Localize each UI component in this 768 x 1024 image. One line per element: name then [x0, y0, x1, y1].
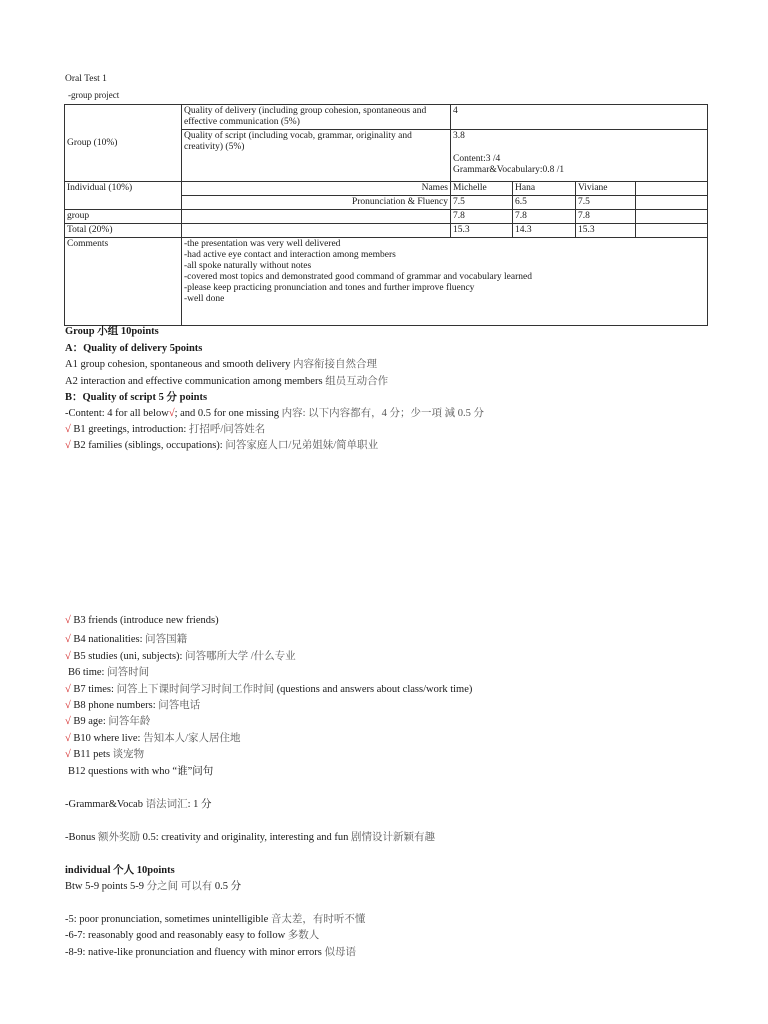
name-cell: Hana [513, 182, 576, 196]
empty-cell [182, 210, 451, 224]
b2-line [65, 437, 378, 452]
table-row [65, 224, 708, 238]
delivery-desc-cell: Quality of delivery (including group cohesion, spontaneous and effective communication (5%) [182, 105, 451, 130]
comment-line: -the presentation was very well delivered [184, 239, 341, 249]
b9-en: B9 age: [73, 716, 106, 727]
b8-line [65, 697, 200, 712]
score67-line [65, 927, 319, 942]
s67-en: -6-7: reasonably good and reasonably easy to follow [65, 930, 286, 941]
s67-zh: 多数人 [287, 930, 320, 941]
score-cell: 14.3 [513, 224, 576, 238]
a-heading: A：Quality of delivery 5points [65, 343, 203, 354]
b12-en2: ”问句 [187, 766, 214, 777]
s5-en: -5: poor pronunciation, sometimes unintelligible [65, 914, 269, 925]
group-heading-zh: 小组 [97, 326, 119, 337]
bonus-en2: 0.5: creativity and originality, interesting and fun [142, 832, 349, 843]
empty-cell [636, 210, 708, 224]
content-en-1: -Content: 4 for all below [65, 408, 169, 419]
score-cell: 15.3 [451, 224, 513, 238]
script-score: 3.8 [453, 131, 465, 141]
score-cell: 7.5 [451, 196, 513, 210]
a2-line [65, 373, 388, 388]
check-icon: √ [65, 634, 71, 645]
b12-zh: 谁 [177, 766, 188, 777]
check-icon: √ [65, 440, 71, 451]
individual-label-cell: Individual (10%) [65, 182, 182, 210]
b5-line [65, 648, 296, 663]
a2-zh: 组员互动合作 [325, 376, 389, 387]
b5-en: B5 studies (uni, subjects): [73, 651, 183, 662]
check-icon: √ [168, 408, 175, 419]
comment-line: -all spoke naturally without notes [184, 261, 312, 271]
b4-line [65, 631, 187, 646]
group-row-label-cell: group [65, 210, 182, 224]
b2-en: B2 families (siblings, occupations): [73, 440, 223, 451]
group-label-cell: Group (10%) [65, 105, 182, 182]
content-en-2: ; and 0.5 for one missing [174, 408, 279, 419]
b4-zh: 问答国籍 [145, 634, 188, 645]
score-cell: 7.8 [451, 210, 513, 224]
score-cell: 7.8 [513, 210, 576, 224]
comments-cell [182, 238, 708, 326]
score-cell: 6.5 [513, 196, 576, 210]
table-row [65, 105, 708, 130]
script-detail-grammar: Grammar&Vocabulary:0.8 /1 [453, 165, 565, 175]
name-cell: Viviane [576, 182, 636, 196]
bonus-en1: -Bonus [65, 832, 96, 843]
check-icon: √ [65, 684, 71, 695]
score-cell: 7.8 [576, 210, 636, 224]
b7-en2: (questions and answers about class/work time) [276, 684, 473, 695]
b10-en: B10 where live: [73, 733, 141, 744]
comment-line: -well done [184, 294, 225, 304]
check-icon: √ [65, 749, 71, 760]
b-heading: B：Quality of script 5 分 points [65, 392, 208, 403]
score-cell: 7.5 [576, 196, 636, 210]
b11-line [65, 746, 144, 761]
indiv-heading-pts: 10points [136, 865, 175, 876]
b11-en: B11 pets [73, 749, 111, 760]
check-icon: √ [65, 424, 71, 435]
b5-zh: 问答哪所大学 /什么专业 [185, 651, 296, 662]
grammar-line [65, 796, 212, 811]
b7-line [65, 681, 472, 696]
s89-zh: 似母语 [324, 947, 357, 958]
btw-zh: 分之间 可以有 [146, 881, 213, 892]
b9-zh: 问答年龄 [108, 716, 151, 727]
score5-line [65, 911, 365, 926]
table-row [65, 238, 708, 326]
score-cell: 15.3 [576, 224, 636, 238]
script-desc-cell: Quality of script (including vocab, grammar, originality and creativity) (5%) [182, 130, 451, 182]
grammar-en: -Grammar&Vocab [65, 799, 143, 810]
b10-line [65, 730, 241, 745]
names-label-cell: Names [182, 182, 451, 196]
score89-line [65, 944, 356, 959]
grammar-zh: 语法词汇 [145, 799, 188, 810]
b7-en: B7 times: [73, 684, 114, 695]
b1-zh: 打招呼/问答姓名 [188, 424, 266, 435]
comment-line: -had active eye contact and interaction among members [184, 250, 396, 260]
document-title: Oral Test 1 [65, 74, 107, 84]
b9-line [65, 713, 150, 728]
b6-zh: 问答时间 [107, 667, 150, 678]
document-subtitle: -group project [68, 90, 120, 100]
b3-en: B3 friends (introduce new friends) [73, 615, 219, 626]
bonus-line [65, 829, 435, 844]
table-row [65, 210, 708, 224]
script-score-cell [451, 130, 708, 182]
indiv-heading-en: individual [65, 865, 111, 876]
b12-en: B12 questions with who “ [68, 766, 178, 777]
check-icon: √ [65, 700, 71, 711]
b8-zh: 问答电话 [158, 700, 201, 711]
comment-line: -covered most topics and demonstrated good command of grammar and vocabulary learned [184, 272, 532, 282]
b1-line [65, 421, 265, 436]
s89-en: -8-9: native-like pronunciation and fluency with minor errors [65, 947, 322, 958]
a1-zh: 内容衔接自然合理 [293, 359, 378, 370]
pron-label-cell: Pronunciation & Fluency [182, 196, 451, 210]
bonus-zh2: 剧情设计新颖有趣 [350, 832, 435, 843]
content-line [65, 405, 484, 420]
comment-line: -please keep practicing pronunciation and tones and further improve fluency [184, 283, 475, 293]
grammar-pts: : 1 分 [187, 799, 212, 810]
a2-en: A2 interaction and effective communication among members [65, 376, 323, 387]
empty-cell [182, 224, 451, 238]
check-icon: √ [65, 733, 71, 744]
script-detail-content: Content:3 /4 [453, 154, 501, 164]
a1-line [65, 356, 377, 371]
check-icon: √ [65, 615, 71, 626]
group-heading-pts: 10points [120, 326, 159, 337]
name-cell: Michelle [451, 182, 513, 196]
b8-en: B8 phone numbers: [73, 700, 156, 711]
score-table [64, 104, 708, 326]
delivery-score-cell: 4 [451, 105, 708, 130]
check-icon: √ [65, 716, 71, 727]
empty-cell [636, 196, 708, 210]
indiv-heading-zh: 个人 [113, 865, 135, 876]
b11-zh: 谈宠物 [112, 749, 145, 760]
group-heading [65, 323, 159, 338]
table-row [65, 182, 708, 196]
bonus-zh1: 额外奖励 [97, 832, 140, 843]
b2-zh: 问答家庭人口/兄弟姐妹/简单职业 [225, 440, 379, 451]
b4-en: B4 nationalities: [73, 634, 143, 645]
btw-en: Btw 5-9 points 5-9 [65, 881, 145, 892]
s5-zh: 音太差，有时听不懂 [270, 914, 366, 925]
b3-line [65, 615, 219, 626]
b6-en: B6 time: [68, 667, 105, 678]
content-zh: 内容: 以下内容都有，4 分；少一項 減 0.5 分 [281, 408, 485, 419]
comments-label-cell: Comments [65, 238, 182, 326]
btw-line [65, 878, 241, 893]
check-icon: √ [65, 651, 71, 662]
total-label-cell: Total (20%) [65, 224, 182, 238]
b7-zh: 问答上下课时间学习时间工作时间 [116, 684, 275, 695]
btw-en2: 0.5 分 [214, 881, 242, 892]
group-heading-en: Group [65, 326, 95, 337]
individual-heading [65, 862, 175, 877]
a1-en: A1 group cohesion, spontaneous and smooth delivery [65, 359, 291, 370]
b10-zh: 告知本人/家人居住地 [143, 733, 241, 744]
b6-line [68, 664, 149, 679]
empty-cell [636, 182, 708, 196]
b1-en: B1 greetings, introduction: [73, 424, 187, 435]
b12-line [68, 763, 213, 778]
empty-cell [636, 224, 708, 238]
